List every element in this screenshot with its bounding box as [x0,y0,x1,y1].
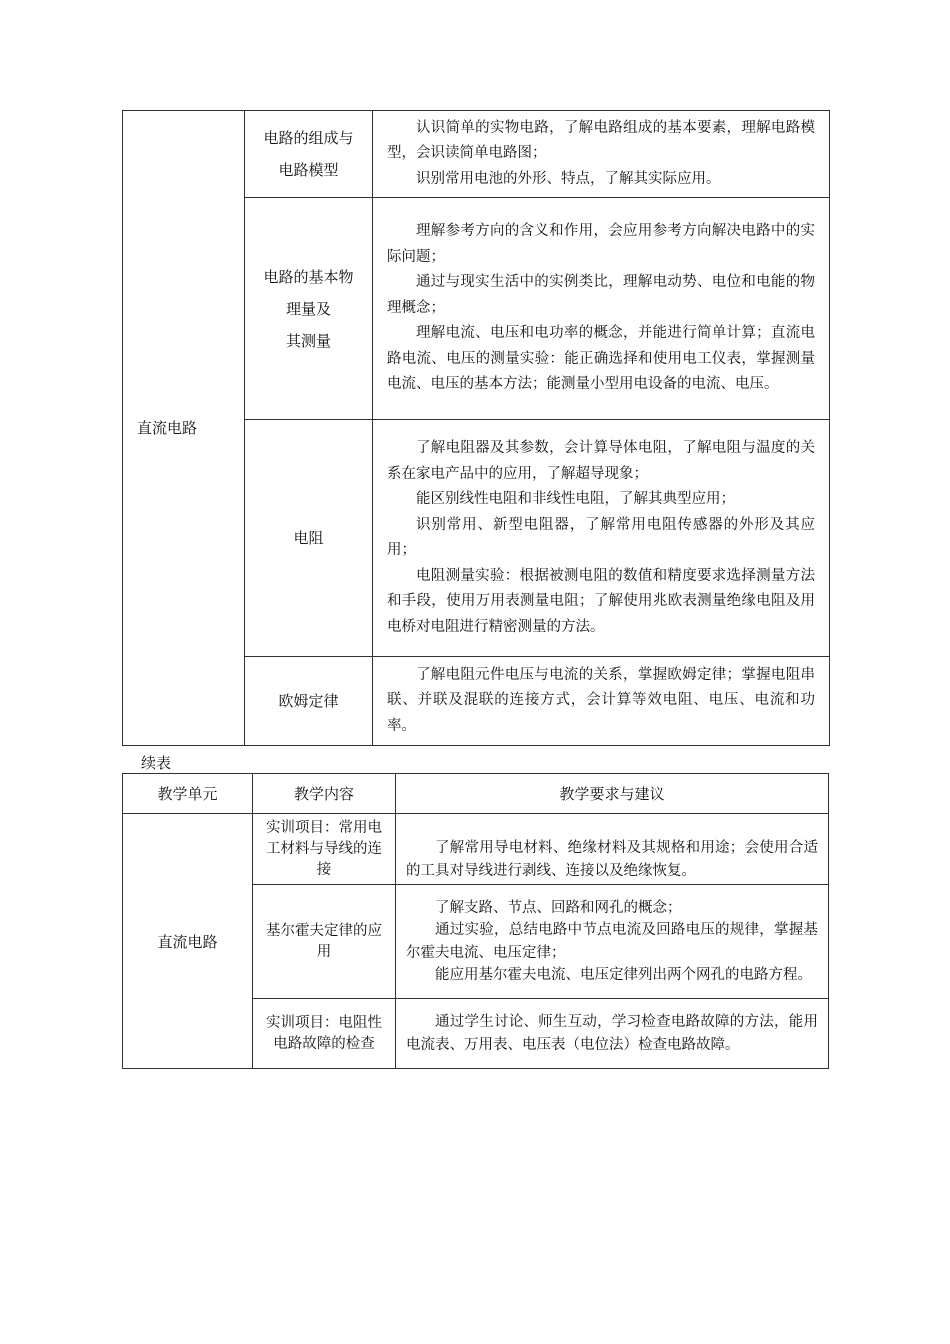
content-line: 电路的组成与 [263,129,354,147]
content-line: 欧姆定律 [278,692,339,710]
requirement-paragraph: 通过学生讨论、师生互动，学习检查电路故障的方法，能用电流表、万用表、电压表（电位法）检查电路故障。 [406,1014,818,1053]
teaching-content-cell [245,111,373,198]
content-line: 理量及 [285,299,331,318]
column-header: 教学内容 [253,774,396,814]
requirement-paragraph: 了解常用导电材料、绝缘材料及其规格和用途；会使用合适的工具对导线进行剥线、连接以及绝缘恢复。 [406,840,818,879]
teaching-unit-cell [123,111,245,746]
requirements-cell [373,111,830,198]
teaching-unit-label: 直流电路 [137,419,198,437]
table-row [123,111,830,198]
requirement-paragraph: 了解支路、节点、回路和网孔的概念； [435,899,682,916]
requirement-paragraph: 能应用基尔霍夫电流、电压定律列出两个网孔的电路方程。 [435,967,812,983]
teaching-content-cell [245,657,373,746]
requirement-paragraph: 识别常用电池的外形、特点，了解其实际应用。 [416,170,721,187]
content-line: 其测量 [285,331,331,350]
column-header: 教学单元 [123,774,253,814]
requirements-cell [373,420,830,657]
requirement-paragraph: 了解电阻器及其参数，会计算导体电阻，了解电阻与温度的关系在家电产品中的应用，了解超导现象； [387,440,815,482]
requirement-paragraph: 认识简单的实物电路，了解电路组成的基本要素，理解电路模型，会识读简单电路图； [387,119,815,162]
teaching-content-cell [245,198,373,420]
curriculum-table-part2 [122,773,829,1069]
teaching-content-cell [245,420,373,657]
requirement-paragraph: 了解电阻元件电压与电流的关系，掌握欧姆定律；掌握电阻串联、并联及混联的连接方式，会计算等效电阻、电压、电流和功率。 [387,666,815,734]
teaching-content-cell: 实训项目：常用电工材料与导线的连接 [253,814,396,885]
requirements-cell [396,999,829,1069]
requirement-paragraph: 通过与现实生活中的实例类比，理解电动势、电位和电能的物理概念； [387,274,815,316]
content-line: 电阻 [293,529,324,547]
column-header: 教学要求与建议 [396,774,829,814]
table-row [123,814,829,885]
requirement-paragraph: 理解参考方向的含义和作用，会应用参考方向解决电路中的实际问题； [387,223,815,265]
requirements-cell [396,885,829,999]
continued-table-label: 续表 [141,754,172,772]
teaching-unit-cell [123,814,253,1069]
requirements-cell [396,814,829,885]
requirement-paragraph: 电阻测量实验：根据被测电阻的数值和精度要求选择测量方法和手段，使用万用表测量电阻；了解使用兆欧表测量绝缘电阻及用电桥对电阻进行精密测量的方法。 [387,567,815,635]
content-line: 电路模型 [278,161,339,179]
table-header-row [123,774,829,814]
requirement-paragraph: 通过实验，总结电路中节点电流及回路电压的规律，掌握基尔霍夫电流、电压定律； [406,922,818,961]
requirement-paragraph: 能区别线性电阻和非线性电阻，了解其典型应用； [416,491,735,507]
requirement-paragraph: 理解电流、电压和电功率的概念，并能进行简单计算；直流电路电流、电压的测量实验：能正确选择和使用电工仪表，掌握测量电流、电压的基本方法；能测量小型用电设备的电流、电压。 [387,325,815,393]
teaching-content-cell: 基尔霍夫定律的应用 [253,885,396,999]
requirements-cell [373,657,830,746]
requirement-paragraph: 识别常用、新型电阻器，了解常用电阻传感器的外形及其应用； [387,516,815,558]
content-line: 电路的基本物 [263,267,354,286]
teaching-content-cell: 实训项目：电阻性电路故障的检查 [253,999,396,1069]
teaching-unit-label: 直流电路 [157,932,218,951]
requirements-cell [373,198,830,420]
curriculum-table-part1 [122,110,830,746]
